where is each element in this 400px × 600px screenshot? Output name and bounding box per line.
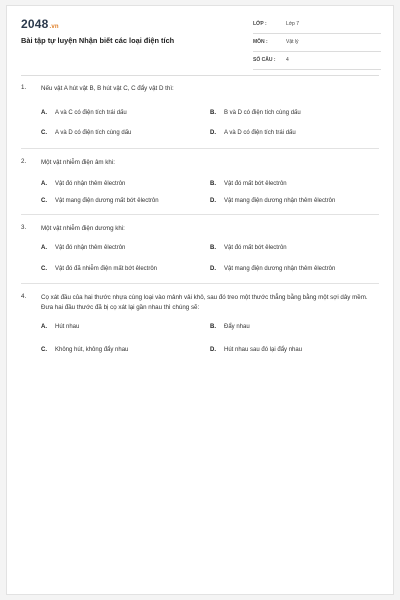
answer-option[interactable]	[210, 322, 379, 332]
question-text: Một vật nhiễm điện âm khi:	[41, 159, 115, 166]
option-text: Hút nhau sau đó lại đẩy nhau	[224, 347, 303, 353]
header-divider	[21, 75, 379, 76]
logo-main-text: 2048	[21, 17, 49, 31]
question-number: 2.	[21, 158, 27, 165]
option-text: A và C có điện tích trái dấu	[55, 110, 127, 116]
question-list	[7, 84, 393, 355]
answer-options	[41, 243, 379, 274]
option-letter: C.	[41, 347, 47, 353]
option-letter: B.	[210, 110, 216, 116]
meta-label: MÔN :	[253, 39, 268, 45]
answer-option[interactable]	[210, 179, 379, 189]
question-text: Nếu vật A hút vật B, B hút vật C, C đẩy vật D thì:	[41, 85, 174, 92]
meta-label: LỚP :	[253, 21, 267, 27]
logo-suffix-text: .vn	[49, 24, 59, 30]
answer-option[interactable]	[41, 322, 210, 332]
answer-option[interactable]	[41, 196, 210, 206]
option-letter: D.	[210, 198, 216, 204]
option-text: Hút nhau	[55, 324, 80, 330]
answer-options	[41, 108, 379, 138]
option-text: Vật đó nhận thêm êlectrôn	[55, 245, 126, 251]
meta-value: Vật lý	[286, 39, 299, 45]
question-divider	[21, 283, 379, 284]
meta-value: Lớp 7	[286, 21, 300, 27]
question-number: 1.	[21, 84, 27, 91]
answer-options	[41, 322, 379, 355]
option-letter: B.	[210, 181, 216, 187]
answer-option[interactable]	[41, 128, 210, 138]
meta-info	[253, 19, 381, 73]
answer-option[interactable]	[210, 243, 379, 253]
site-logo[interactable]	[21, 17, 59, 31]
option-text: Vật mang điện dương nhận thêm êlectrôn	[224, 266, 336, 272]
option-text: Vật đó nhận thêm êlectrôn	[55, 181, 126, 187]
option-letter: A.	[41, 245, 47, 251]
option-letter: D.	[210, 347, 216, 353]
option-letter: B.	[210, 324, 216, 330]
page-title: Bài tập tự luyện Nhận biết các loại điện tích	[21, 36, 175, 45]
answer-option[interactable]	[210, 196, 379, 206]
option-text: A và D có điện tích cùng dấu	[55, 130, 132, 136]
option-text: B và D có điện tích cùng dấu	[224, 110, 301, 116]
question-divider	[21, 148, 379, 149]
answer-option[interactable]	[41, 179, 210, 189]
option-letter: A.	[41, 110, 47, 116]
answer-option[interactable]	[210, 345, 379, 355]
option-text: Không hút, không đẩy nhau	[55, 347, 129, 353]
option-letter: D.	[210, 130, 216, 136]
answer-option[interactable]	[41, 108, 210, 118]
question-text: Cọ xát đầu của hai thước nhựa cùng loại vào mảnh vải khô, sau đó treo một thước thẳng bằng bằng một sợi dây mềm. Đưa hai đầu thước đã bị cọ xát lại gần nhau thì chúng sẽ:	[41, 294, 368, 311]
question-text: Một vật nhiễm điện dương khi:	[41, 225, 125, 232]
option-text: Vật đó mất bớt êlectrôn	[224, 245, 287, 251]
answer-option[interactable]	[210, 128, 379, 138]
meta-row-class	[253, 19, 381, 34]
option-text: Đẩy nhau	[224, 324, 250, 330]
option-text: Vật đó mất bớt êlectrôn	[224, 181, 287, 187]
meta-value: 4	[286, 57, 289, 63]
option-letter: A.	[41, 181, 47, 187]
question-divider	[21, 214, 379, 215]
meta-row-subject	[253, 37, 381, 52]
meta-row-question-count	[253, 55, 381, 70]
option-letter: C.	[41, 266, 47, 272]
option-text: Vật mang điện dương mất bớt êlectrôn	[55, 198, 159, 204]
question-item	[21, 158, 379, 206]
answer-option[interactable]	[210, 264, 379, 274]
option-letter: C.	[41, 198, 47, 204]
option-letter: A.	[41, 324, 47, 330]
answer-option[interactable]	[210, 108, 379, 118]
option-text: Vật đó đã nhiễm điện mất bớt êlectrôn	[55, 266, 157, 272]
option-letter: D.	[210, 266, 216, 272]
worksheet-page	[6, 5, 394, 595]
meta-label: SỐ CÂU :	[253, 57, 276, 63]
option-text: Vật mang điện dương nhận thêm êlectrôn	[224, 198, 336, 204]
option-letter: B.	[210, 245, 216, 251]
question-item	[21, 84, 379, 138]
option-letter: C.	[41, 130, 47, 136]
answer-options	[41, 179, 379, 206]
question-number: 4.	[21, 293, 27, 300]
question-number: 3.	[21, 224, 27, 231]
answer-option[interactable]	[41, 345, 210, 355]
question-item	[21, 224, 379, 274]
option-text: A và D có điện tích trái dấu	[224, 130, 296, 136]
question-item	[21, 293, 379, 355]
worksheet-header	[7, 6, 393, 70]
answer-option[interactable]	[41, 243, 210, 253]
answer-option[interactable]	[41, 264, 210, 274]
